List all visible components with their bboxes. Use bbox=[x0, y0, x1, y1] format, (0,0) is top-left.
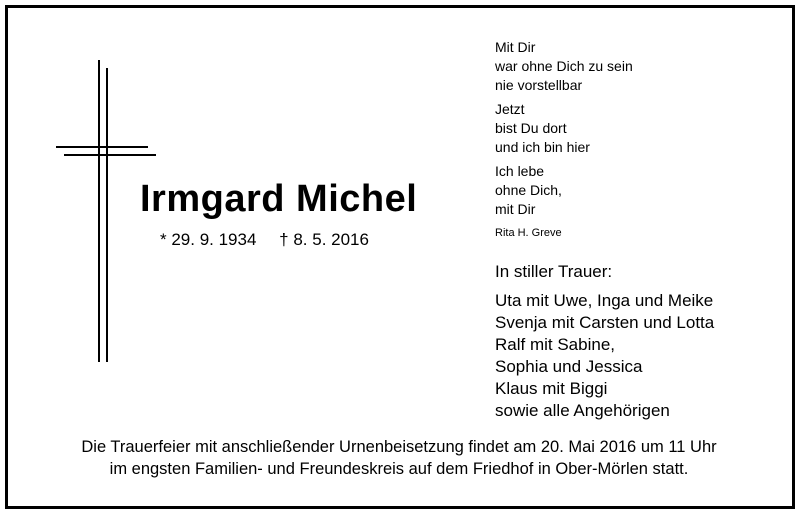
poem-line: bist Du dort bbox=[495, 120, 567, 136]
poem-line: ohne Dich, bbox=[495, 182, 562, 198]
notice-line: Die Trauerfeier mit anschließender Urnenbeisetzung findet am 20. Mai 2016 um 11 Uhr bbox=[81, 438, 717, 456]
funeral-notice bbox=[14, 436, 784, 480]
mourning-title: In stiller Trauer: bbox=[495, 262, 613, 281]
life-dates bbox=[160, 230, 369, 250]
mourner-entry: sowie alle Angehörigen bbox=[495, 401, 670, 420]
mourner-entry: Uta mit Uwe, Inga und Meike bbox=[495, 291, 714, 310]
cross-horizontal-line bbox=[56, 146, 148, 148]
poem-author: Rita H. Greve bbox=[495, 227, 562, 239]
notice-line: im engsten Familien- und Freundeskreis auf dem Friedhof in Ober-Mörlen statt. bbox=[109, 460, 689, 478]
poem-line: nie vorstellbar bbox=[495, 77, 583, 93]
mourner-entry: Ralf mit Sabine, bbox=[495, 335, 615, 354]
mourners-list bbox=[495, 290, 714, 422]
poem-line: mit Dir bbox=[495, 201, 536, 217]
poem-line: Ich lebe bbox=[495, 163, 545, 179]
poem-stanza bbox=[495, 38, 633, 95]
poem-line: Jetzt bbox=[495, 101, 525, 117]
obituary-frame bbox=[5, 5, 795, 509]
poem-line: Mit Dir bbox=[495, 39, 536, 55]
poem-stanza bbox=[495, 100, 633, 157]
mourner-entry: Sophia und Jessica bbox=[495, 357, 643, 376]
cross-vertical-line bbox=[98, 60, 100, 362]
mourner-entry: Svenja mit Carsten und Lotta bbox=[495, 313, 715, 332]
poem bbox=[495, 38, 633, 243]
mourner-entry: Klaus mit Biggi bbox=[495, 379, 608, 398]
poem-stanza bbox=[495, 162, 633, 219]
poem-line: war ohne Dich zu sein bbox=[495, 58, 633, 74]
deceased-name: Irmgard Michel bbox=[140, 178, 418, 220]
cross-vertical-line bbox=[106, 68, 108, 362]
poem-line: und ich bin hier bbox=[495, 139, 590, 155]
cross-horizontal-line bbox=[64, 154, 156, 156]
birth-date: * 29. 9. 1934 bbox=[160, 230, 257, 249]
death-date: † 8. 5. 2016 bbox=[279, 230, 369, 249]
